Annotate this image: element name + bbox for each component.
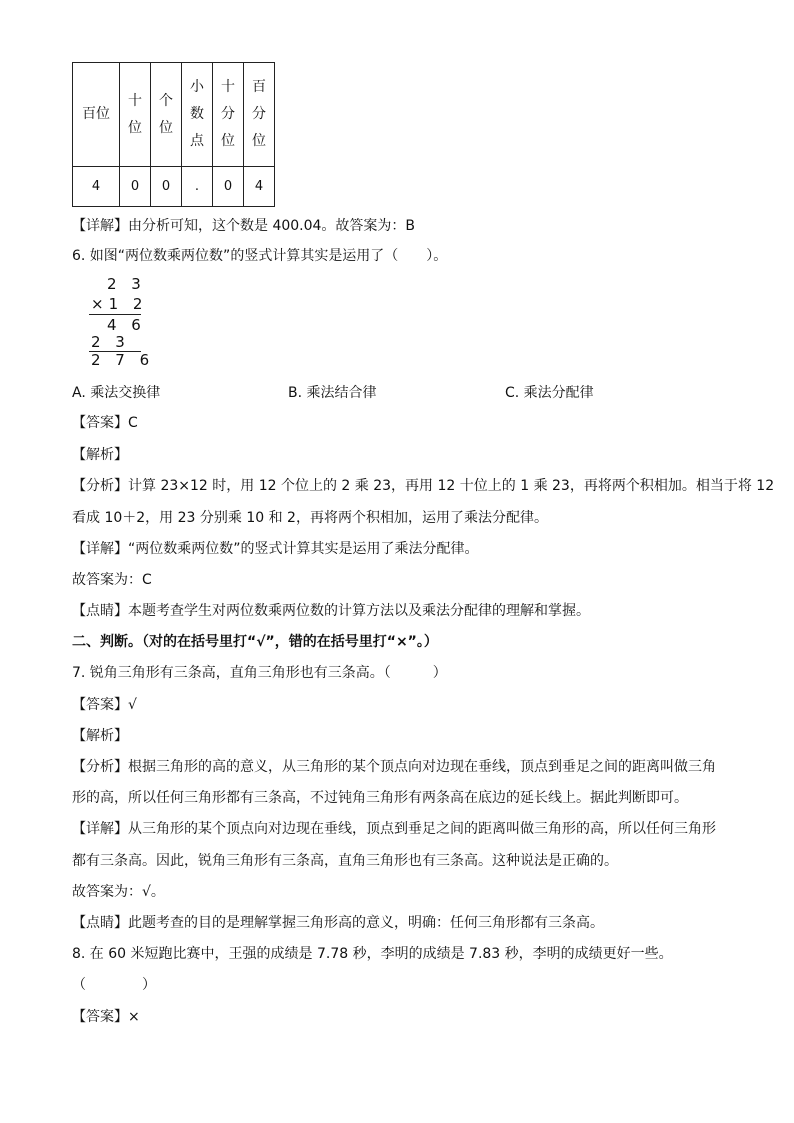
cell-value: 0 [213, 167, 244, 207]
q7-detail-1: 【详解】从三角形的某个顶点向对边现在垂线，顶点到垂足之间的距离叫做三角形的高，所以任何三角形 [72, 821, 716, 837]
q6-analysis-2: 看成 10＋2，用 23 分别乘 10 和 2，再将两个积相加，运用了乘法分配律。 [72, 510, 548, 526]
calc-row-5: 2 7 6 [91, 351, 155, 369]
q8-answer: 【答案】× [72, 1009, 140, 1025]
q6-jiexi: 【解析】 [72, 447, 128, 463]
cell-value: 4 [244, 167, 275, 207]
option-b: B. 乘法结合律 [288, 385, 377, 401]
q8-question: 8. 在 60 米短跑比赛中，王强的成绩是 7.78 秒，李明的成绩是 7.83 秒，李明的成绩更好一些。 [72, 946, 673, 962]
calc-row-2: ×1 2 [91, 295, 148, 313]
q7-analysis-1: 【分析】根据三角形的高的意义，从三角形的某个顶点向对边现在垂线，顶点到垂足之间的距离叫做三角 [72, 759, 716, 775]
option-c: C. 乘法分配律 [505, 385, 594, 401]
cell-value: 0 [151, 167, 182, 207]
q6-detail: 【详解】“两位数乘两位数”的竖式计算其实是运用了乘法分配律。 [72, 541, 479, 557]
cell-value: . [182, 167, 213, 207]
section-2-heading: 二、判断。（对的在括号里打“√”，错的在括号里打“×”。） [72, 634, 438, 650]
q6-final: 故答案为：C [72, 572, 152, 588]
header-hundredths: 百 分 位 [244, 63, 275, 167]
header-tenths: 十 分 位 [213, 63, 244, 167]
calc-row-4: 2 3 [91, 333, 130, 351]
header-hundreds: 百位 [73, 63, 120, 167]
q7-analysis-2: 形的高，所以任何三角形都有三条高，不过钝角三角形有两条高在底边的延长线上。据此判断即可。 [72, 790, 688, 806]
q7-jiexi: 【解析】 [72, 728, 128, 744]
q6-point: 【点睛】本题考查学生对两位数乘两位数的计算方法以及乘法分配律的理解和掌握。 [72, 603, 590, 619]
option-a: A. 乘法交换律 [72, 385, 161, 401]
q5-detail: 【详解】由分析可知，这个数是 400.04。故答案为：B [72, 218, 416, 234]
q6-answer: 【答案】C [72, 415, 138, 431]
cell-value: 0 [120, 167, 151, 207]
calc-line-1 [89, 314, 141, 315]
q8-bracket: （ ） [72, 977, 156, 993]
q7-answer: 【答案】√ [72, 697, 137, 713]
calc-row-3: 4 6 [107, 316, 146, 334]
cell-value: 4 [73, 167, 120, 207]
q6-analysis-1: 【分析】计算 23×12 时，用 12 个位上的 2 乘 23，再用 12 十位上的 1 乘 23，再将两个积相加。相当于将 12 [72, 478, 775, 494]
header-decimal-point: 小 数 点 [182, 63, 213, 167]
q7-point: 【点睛】此题考查的目的是理解掌握三角形高的意义，明确：任何三角形都有三条高。 [72, 915, 604, 931]
header-ones: 个 位 [151, 63, 182, 167]
place-value-table [72, 62, 275, 207]
header-tens: 十 位 [120, 63, 151, 167]
calc-row-1: 2 3 [107, 275, 146, 293]
q7-question: 7. 锐角三角形有三条高，直角三角形也有三条高。（ ） [72, 665, 447, 681]
q7-final: 故答案为：√。 [72, 884, 165, 900]
q7-detail-2: 都有三条高。因此，锐角三角形有三条高，直角三角形也有三条高。这种说法是正确的。 [72, 853, 618, 869]
q6-question: 6. 如图“两位数乘两位数”的竖式计算其实是运用了（ ）。 [72, 248, 448, 264]
